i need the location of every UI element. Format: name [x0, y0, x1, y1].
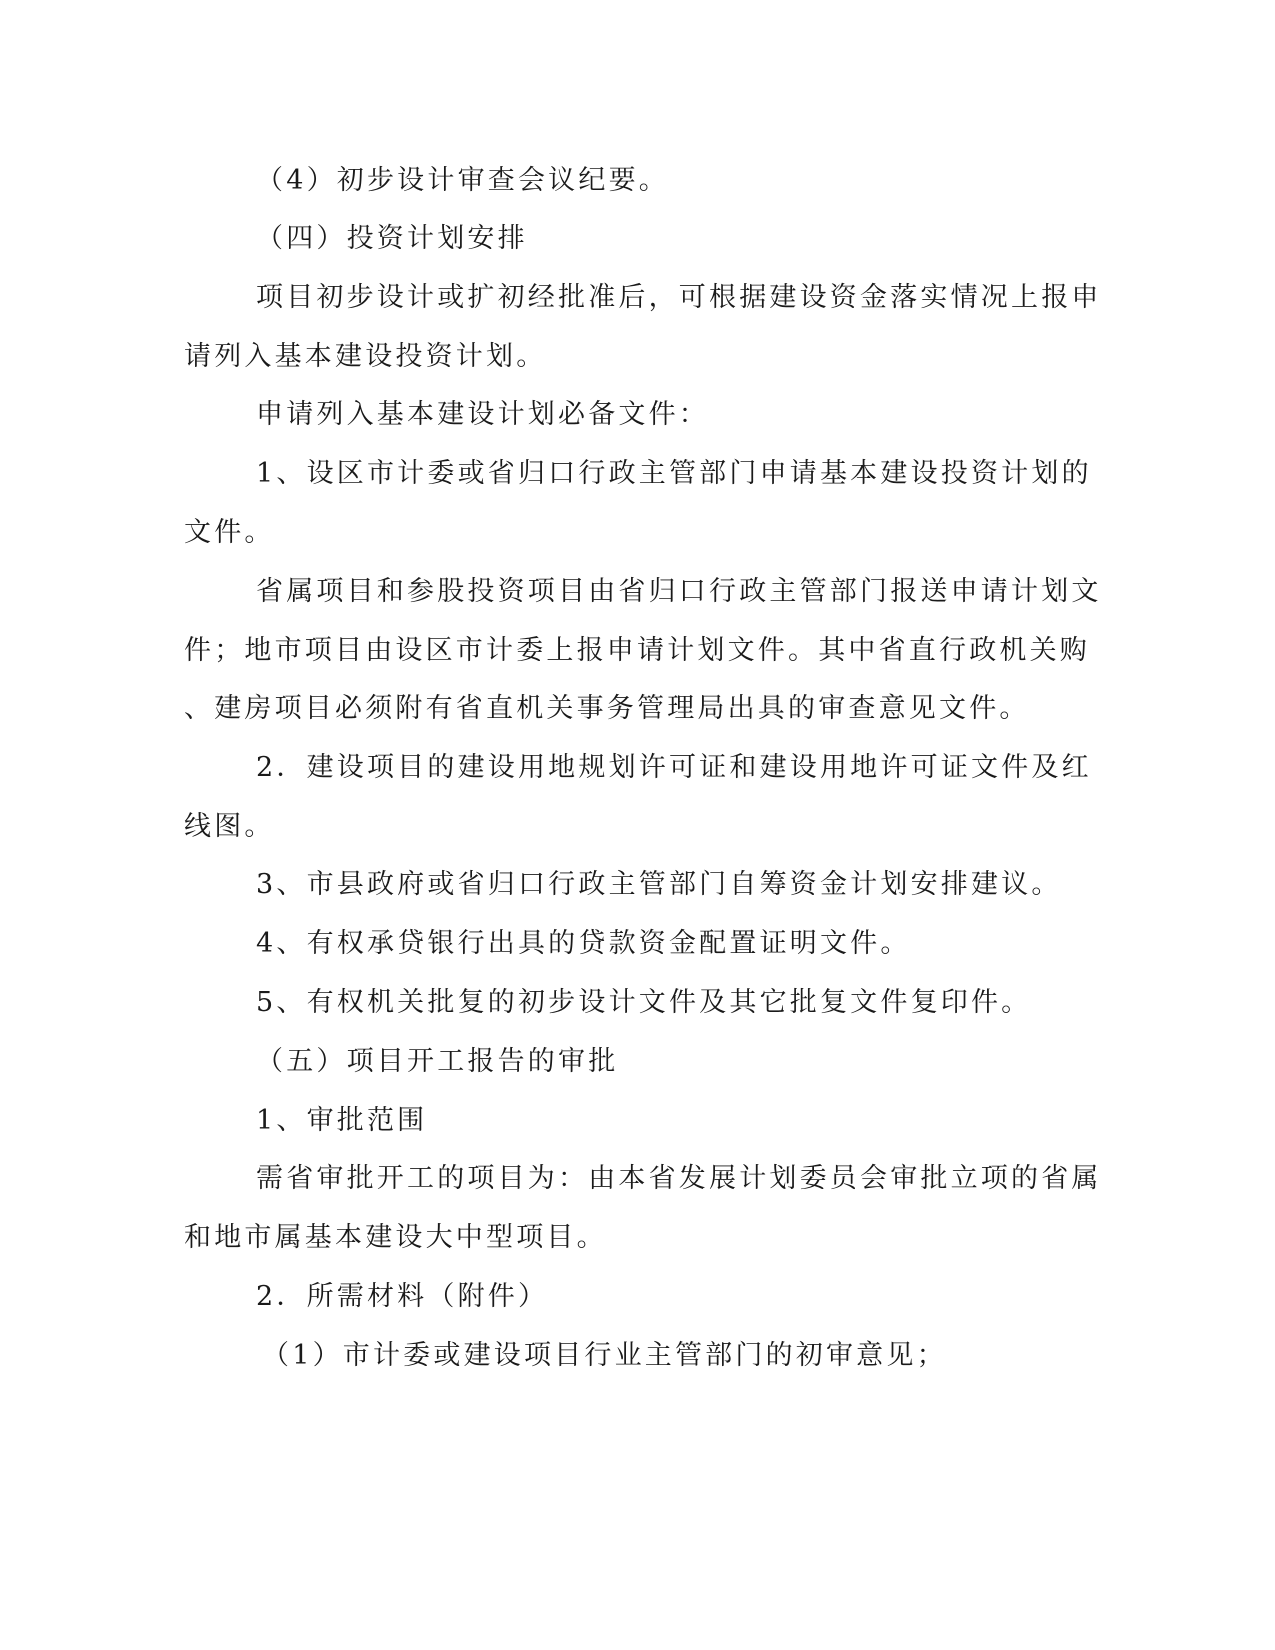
section-heading: （五）项目开工报告的审批	[256, 1046, 619, 1077]
paragraph-line: 线图。	[184, 811, 275, 842]
paragraph-line: 需省审批开工的项目为：由本省发展计划委员会审批立项的省属	[256, 1163, 1102, 1194]
paragraph-line: 件；地市项目由设区市计委上报申请计划文件。其中省直行政机关购	[184, 635, 1090, 666]
paragraph-line: （4）初步设计审查会议纪要。	[256, 165, 669, 196]
paragraph-line: 申请列入基本建设计划必备文件：	[256, 399, 709, 430]
list-item: 2．建设项目的建设用地规划许可证和建设用地许可证文件及红	[256, 752, 1092, 783]
subsection-heading: 2．所需材料（附件）	[256, 1281, 549, 1312]
list-item: 4、有权承贷银行出具的贷款资金配置证明文件。	[256, 928, 911, 959]
paragraph-line: 项目初步设计或扩初经批准后，可根据建设资金落实情况上报申	[256, 282, 1102, 313]
list-item: 1、设区市计委或省归口行政主管部门申请基本建设投资计划的	[256, 458, 1092, 489]
list-item: 5、有权机关批复的初步设计文件及其它批复文件复印件。	[256, 987, 1032, 1018]
list-item: 3、市县政府或省归口行政主管部门自筹资金计划安排建议。	[256, 869, 1062, 900]
paragraph-line: 和地市属基本建设大中型项目。	[184, 1222, 607, 1253]
subsection-heading: 1、审批范围	[256, 1105, 428, 1136]
list-item: （1）市计委或建设项目行业主管部门的初审意见；	[262, 1340, 947, 1371]
paragraph-line: 文件。	[184, 517, 275, 548]
paragraph-line: 、建房项目必须附有省直机关事务管理局出具的审查意见文件。	[184, 693, 1030, 724]
paragraph-line: 省属项目和参股投资项目由省归口行政主管部门报送申请计划文	[256, 576, 1102, 607]
section-heading: （四）投资计划安排	[256, 223, 528, 254]
paragraph-line: 请列入基本建设投资计划。	[184, 341, 547, 372]
